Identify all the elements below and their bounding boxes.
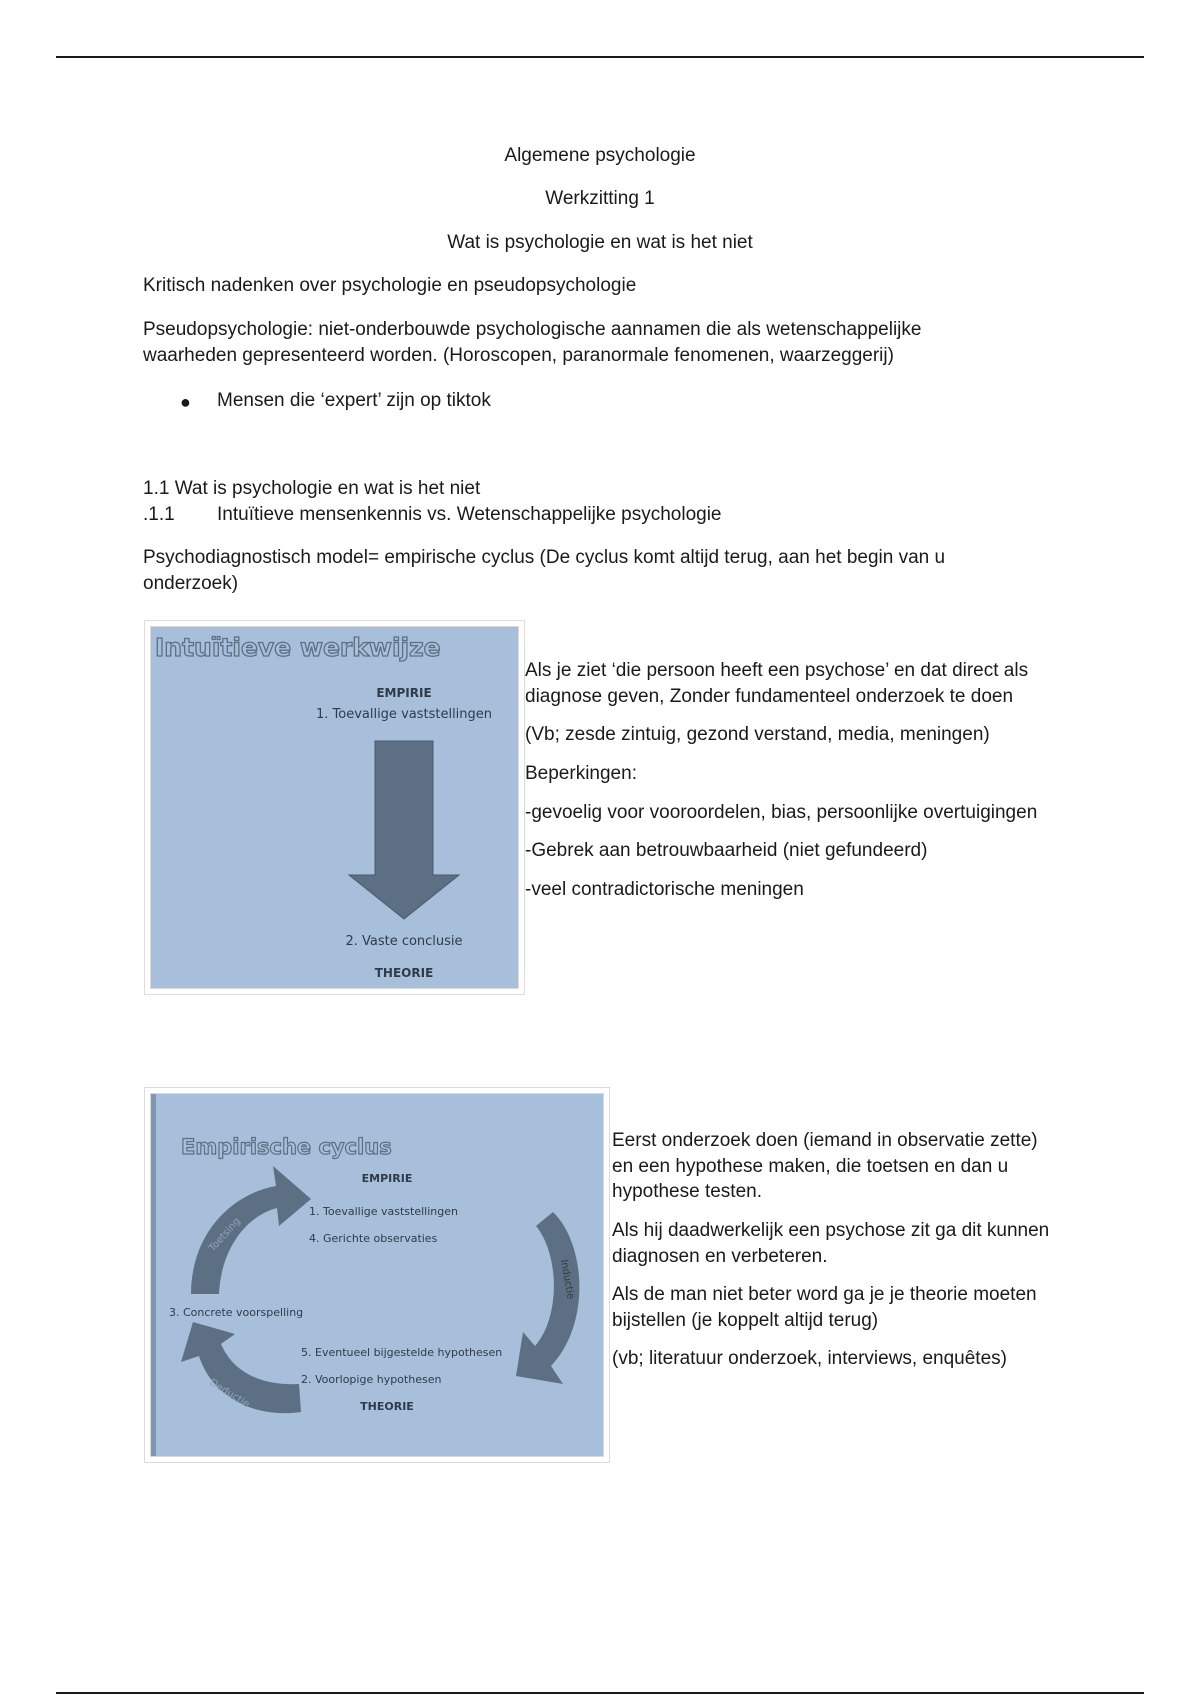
figure2-explanation: [612, 1128, 1052, 1385]
section-heading: 1.1 Wat is psychologie en wat is het niet: [143, 478, 481, 499]
figure-intuitive-method: [150, 626, 519, 989]
figure2-obs1: 1. Toevallige vaststellingen: [309, 1205, 458, 1218]
intro-heading: Kritisch nadenken over psychologie en pseudopsychologie: [143, 275, 637, 296]
document-title: Algemene psychologie: [504, 145, 696, 166]
figure1-text-6: -veel contradictorische meningen: [525, 878, 804, 900]
figure1-title: Intuïtieve werkwijze: [155, 633, 441, 662]
figure1-empirie-label: EMPIRIE: [376, 686, 432, 700]
figure1-step1: 1. Toevallige vaststellingen: [315, 707, 493, 722]
cycle-arrow-induction-icon: [516, 1212, 579, 1384]
figure2-obs4: 4. Gerichte observaties: [309, 1232, 438, 1245]
bullet-icon: ●: [180, 392, 191, 412]
figure1-text-3: Beperkingen:: [525, 762, 637, 784]
bullet-item: Mensen die ‘expert’ zijn op tiktok: [217, 390, 491, 411]
figure2-empirie-label: EMPIRIE: [361, 1172, 413, 1185]
figure1-explanation: [525, 658, 1045, 915]
arrow-deduction-label: Deductie: [207, 1377, 252, 1411]
figure2-hyp5: 5. Eventueel bijgestelde hypothesen: [301, 1346, 503, 1359]
figure2-text-3: Als de man niet beter word ga je je theorie moeten bijstellen (je koppelt altijd terug): [612, 1284, 1037, 1331]
figure1-text-5: -Gebrek aan betrouwbaarheid (niet gefundeerd): [525, 840, 928, 862]
bottom-rule: [56, 1692, 1144, 1694]
figure2-text-4: (vb; literatuur onderzoek, interviews, enquêtes): [612, 1348, 1007, 1370]
figure1-step2: 2. Vaste conclusie: [345, 934, 463, 949]
subsection-title: Intuïtieve mensenkennis vs. Wetenschappelijke psychologie: [217, 504, 722, 525]
subsection-heading: [143, 502, 1023, 528]
document-topic: Wat is psychologie en wat is het niet: [447, 232, 753, 253]
figure1-text-2: (Vb; zesde zintuig, gezond verstand, media, meningen): [525, 724, 990, 746]
figure2-prediction: 3. Concrete voorspelling: [169, 1306, 304, 1319]
figure2-text-1: Eerst onderzoek doen (iemand in observatie zette) en een hypothese maken, die toetsen en dan u hypothese testen.: [612, 1130, 1038, 1203]
figure2-hyp2: 2. Voorlopige hypothesen: [301, 1373, 442, 1386]
down-arrow-icon: [349, 741, 459, 919]
figure1-text-1: Als je ziet ‘die persoon heeft een psychose’ en dat direct als diagnose geven, Zonder fundamenteel onderzoek te doen: [525, 660, 1029, 707]
subsection-number: .1.1: [143, 504, 175, 525]
figure1-theorie-label: THEORIE: [374, 966, 434, 980]
cycle-arrow-deduction-icon: [181, 1322, 301, 1413]
cycle-arrow-testing-icon: [191, 1166, 311, 1294]
arrow-testing-label: Toetsing: [207, 1215, 243, 1255]
figure2-theorie-label: THEORIE: [360, 1400, 414, 1413]
arrow-induction-label: Inductie: [558, 1258, 576, 1301]
figure2-text-2: Als hij daadwerkelijk een psychose zit ga dit kunnen diagnosen en verbeteren.: [612, 1219, 1050, 1267]
figure-empirical-cycle: [150, 1093, 604, 1457]
pseudopsychology-definition: Pseudopsychologie: niet-onderbouwde psychologische aannamen die als wetenschappelijke waarheden gepresenteerd worden. (Horoscopen, paranormale fenomenen, waarzeggerij): [143, 319, 922, 366]
figure1-text-4: -gevoelig voor vooroordelen, bias, persoonlijke overtuigingen: [525, 801, 1038, 823]
figure2-title: Empirische cyclus: [181, 1135, 392, 1159]
model-description: Psychodiagnostisch model= empirische cyclus (De cyclus komt altijd terug, aan het begin van u onderzoek): [143, 547, 946, 594]
top-rule: [56, 56, 1144, 58]
document-subtitle: Werkzitting 1: [545, 188, 655, 209]
